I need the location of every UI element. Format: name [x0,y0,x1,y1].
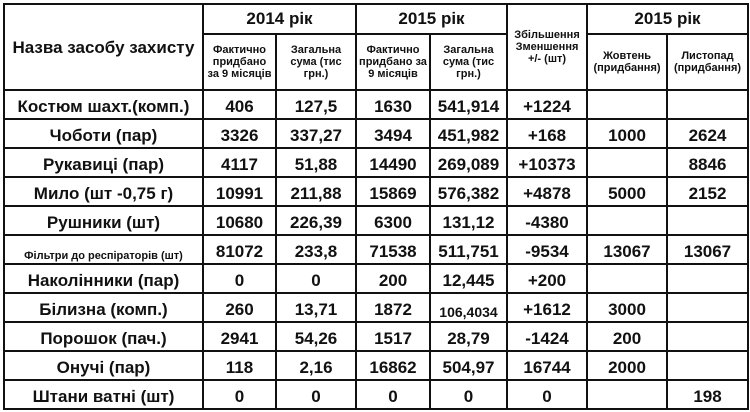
row-change: +168 [507,119,587,148]
row-qty-2015: 16862 [356,351,430,380]
header-october: Жовтень (придбання) [587,34,667,90]
row-qty-2014: 0 [203,264,276,293]
row-october: 13067 [587,235,667,264]
row-sum-2014: 54,26 [276,322,356,351]
row-name: Онучі (пар) [4,351,203,380]
row-november: 198 [667,380,748,409]
row-change: -9534 [507,235,587,264]
row-qty-2015: 1872 [356,293,430,322]
row-qty-2014: 10680 [203,206,276,235]
header-sum-2014: Загальна сума (тис грн.) [276,34,356,90]
table-row [4,380,748,409]
row-november: 13067 [667,235,748,264]
row-name: Порошок (пач.) [4,322,203,351]
row-qty-2015: 1630 [356,90,430,119]
row-sum-2014: 51,88 [276,148,356,177]
row-sum-2014: 226,39 [276,206,356,235]
row-change: 0 [507,380,587,409]
row-qty-2015: 0 [356,380,430,409]
header-sum-2015: Загальна сума (тис грн.) [430,34,507,90]
row-sum-2015: 541,914 [430,90,507,119]
row-sum-2014: 211,88 [276,177,356,206]
header-november: Листопад (придбання) [667,34,748,90]
row-change: 16744 [507,351,587,380]
header-change: Збільшення Зменшення +/- (шт) [507,4,587,90]
row-qty-2014: 406 [203,90,276,119]
row-qty-2014: 3326 [203,119,276,148]
row-sum-2015: 576,382 [430,177,507,206]
row-october: 3000 [587,293,667,322]
row-name: Штани ватні (шт) [4,380,203,409]
row-name: Чоботи (пар) [4,119,203,148]
row-sum-2015: 106,4034 [430,293,507,322]
row-qty-2015: 200 [356,264,430,293]
row-november [667,351,748,380]
row-sum-2014: 13,71 [276,293,356,322]
row-october [587,380,667,409]
row-sum-2015: 269,089 [430,148,507,177]
header-row-top [4,4,748,34]
row-qty-2014: 2941 [203,322,276,351]
protection-table-wrapper [3,3,749,410]
row-november: 2624 [667,119,748,148]
table-row [4,293,748,322]
header-year-2015-monthly: 2015 рік [587,4,748,34]
row-qty-2015: 15869 [356,177,430,206]
row-sum-2015: 451,982 [430,119,507,148]
row-november: 8846 [667,148,748,177]
row-sum-2015: 28,79 [430,322,507,351]
row-november [667,264,748,293]
row-october [587,264,667,293]
row-october [587,206,667,235]
row-name: Білизна (комп.) [4,293,203,322]
row-change: +4878 [507,177,587,206]
row-name: Фільтри до респіраторів (шт) [4,235,203,264]
table-row [4,322,748,351]
row-sum-2015: 131,12 [430,206,507,235]
row-change: +1224 [507,90,587,119]
row-qty-2014: 81072 [203,235,276,264]
row-qty-2014: 260 [203,293,276,322]
row-qty-2015: 1517 [356,322,430,351]
header-year-2014: 2014 рік [203,4,356,34]
row-name: Мило (шт -0,75 г) [4,177,203,206]
row-change: -1424 [507,322,587,351]
row-sum-2015: 12,445 [430,264,507,293]
row-sum-2014: 0 [276,264,356,293]
row-october: 200 [587,322,667,351]
row-change: -4380 [507,206,587,235]
row-qty-2015: 71538 [356,235,430,264]
row-october: 2000 [587,351,667,380]
row-qty-2015: 14490 [356,148,430,177]
row-sum-2014: 127,5 [276,90,356,119]
row-sum-2014: 2,16 [276,351,356,380]
table-row [4,235,748,264]
header-name: Назва засобу захисту [4,4,203,90]
row-name: Рукавиці (пар) [4,148,203,177]
row-qty-2015: 3494 [356,119,430,148]
row-sum-2015: 504,97 [430,351,507,380]
row-name: Наколінники (пар) [4,264,203,293]
table-row [4,90,748,119]
table-row [4,264,748,293]
row-november [667,206,748,235]
row-sum-2014: 337,27 [276,119,356,148]
row-october: 1000 [587,119,667,148]
header-year-2015: 2015 рік [356,4,507,34]
header-purchased-2014: Фактично придбано за 9 місяців [203,34,276,90]
row-qty-2014: 4117 [203,148,276,177]
table-row [4,351,748,380]
row-sum-2015: 0 [430,380,507,409]
row-october: 5000 [587,177,667,206]
table-row [4,177,748,206]
row-november: 2152 [667,177,748,206]
row-november [667,322,748,351]
table-row [4,148,748,177]
row-name: Рушники (шт) [4,206,203,235]
row-name: Костюм шахт.(комп.) [4,90,203,119]
row-qty-2014: 118 [203,351,276,380]
row-change: +200 [507,264,587,293]
protection-equipment-table [3,3,749,410]
row-qty-2014: 0 [203,380,276,409]
row-november [667,90,748,119]
row-change: +1612 [507,293,587,322]
row-october [587,90,667,119]
row-november [667,293,748,322]
table-row [4,206,748,235]
row-change: +10373 [507,148,587,177]
header-purchased-2015: Фактично придбано за 9 місяців [356,34,430,90]
row-october [587,148,667,177]
row-sum-2014: 0 [276,380,356,409]
row-sum-2014: 233,8 [276,235,356,264]
row-qty-2014: 10991 [203,177,276,206]
table-row [4,119,748,148]
row-sum-2015: 511,751 [430,235,507,264]
row-qty-2015: 6300 [356,206,430,235]
